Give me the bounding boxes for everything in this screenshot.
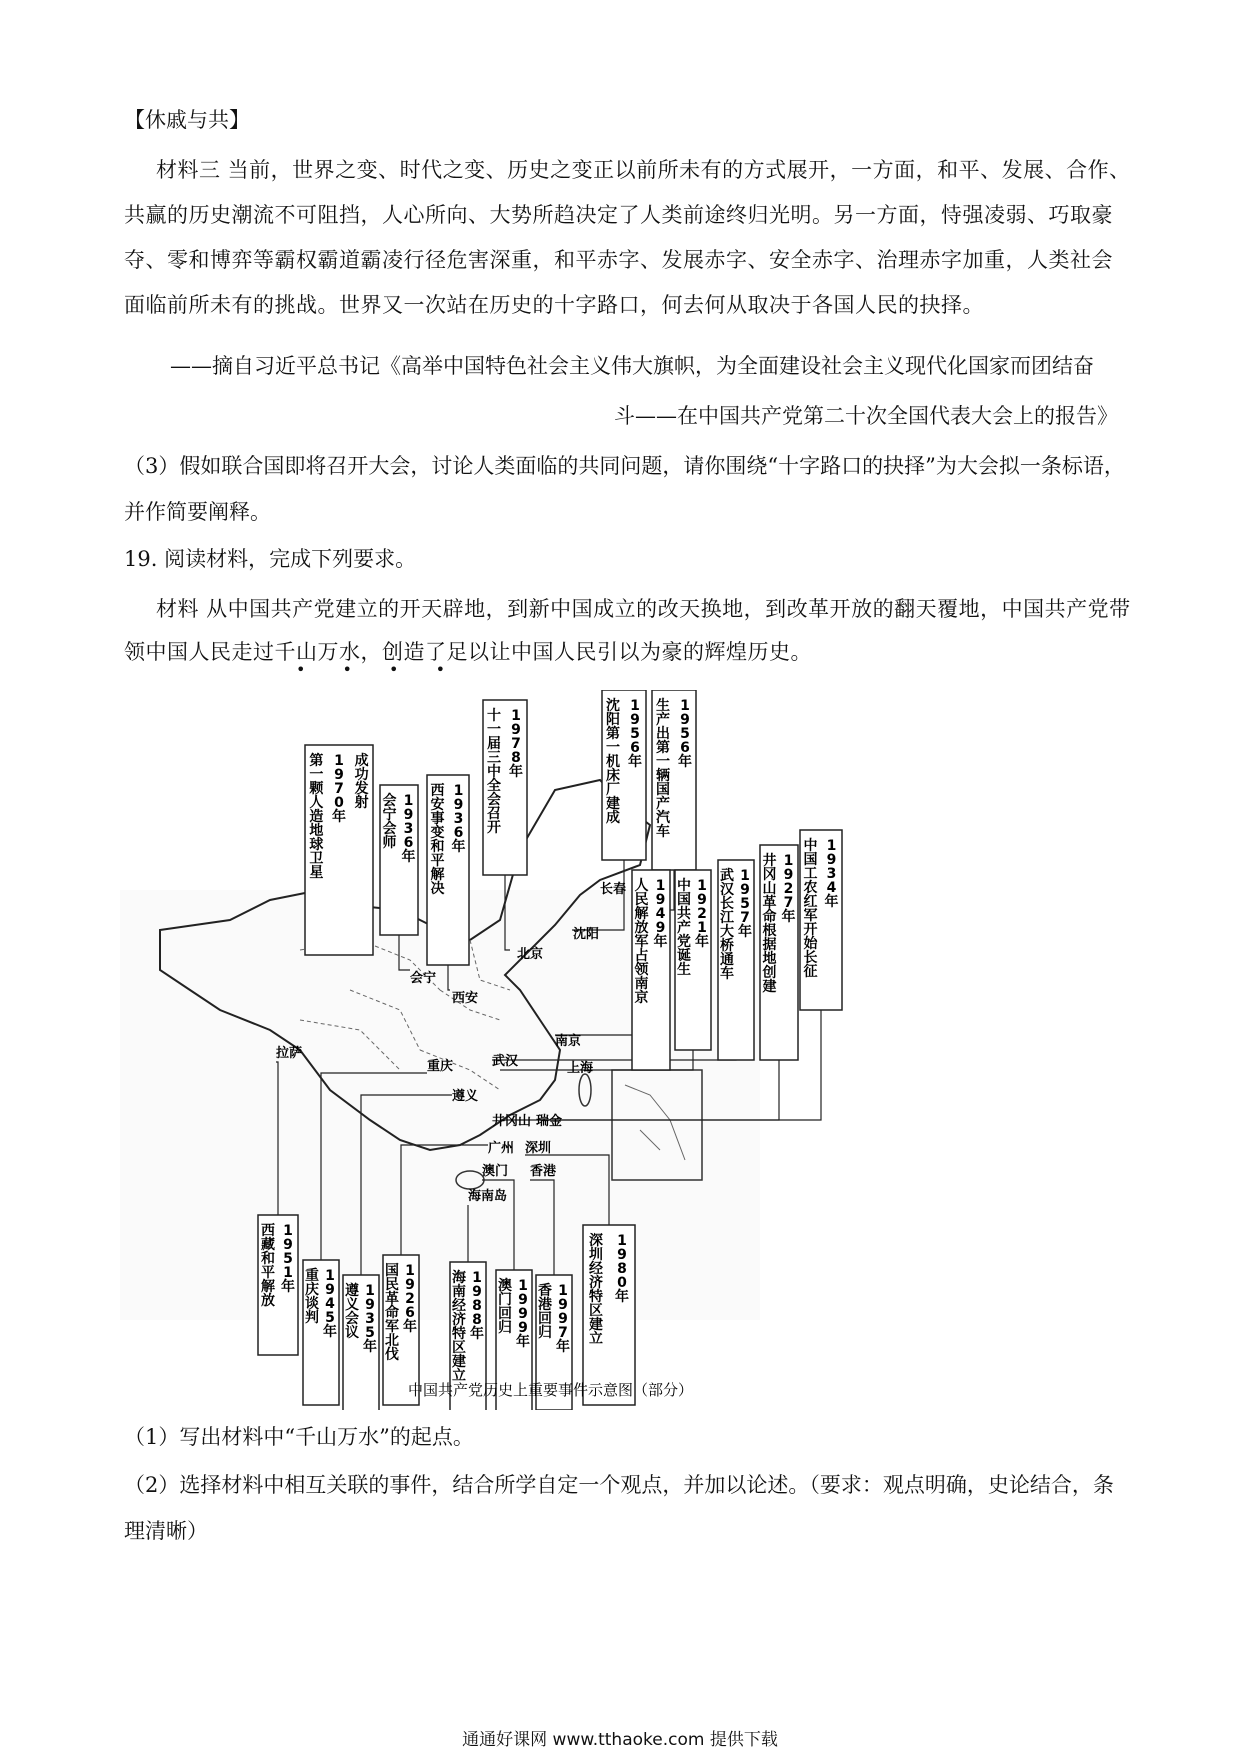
event-text: 1 9 4 5 年 xyxy=(323,1268,337,1340)
event-box-ev6 xyxy=(652,690,696,870)
city-label-beijing: 北京 xyxy=(517,947,544,962)
city-label-guangzhou: 广州 xyxy=(488,1141,515,1156)
event-box-ev5 xyxy=(602,690,646,860)
city-label-shanghai: 上海 xyxy=(567,1061,594,1076)
event-text: 深圳经济特区建立 xyxy=(589,1233,603,1347)
event-text: 成功发射 xyxy=(354,753,369,811)
event-text: 1 9 2 7 年 xyxy=(781,853,796,925)
event-box-ev14 xyxy=(343,1275,379,1410)
question-3: （3）假如联合国即将召开大会，讨论人类面临的共同问题，请你围绕“十字路口的抉择”为大会拟一条标语，并作简要阐释。 xyxy=(124,454,1125,524)
event-text: 十一届三中全会召开 xyxy=(487,708,501,836)
event-box-ev4 xyxy=(483,700,527,875)
question-19-1: （1）写出材料中“千山万水”的起点。 xyxy=(124,1425,474,1449)
event-text: 1 9 4 9 年 xyxy=(653,878,668,950)
event-text: 1 9 9 9 年 xyxy=(516,1278,530,1350)
city-label-xian: 西安 xyxy=(452,991,479,1006)
event-text: 武汉长江大桥通车 xyxy=(720,868,734,982)
event-text: 中国工农红军开始长征 xyxy=(803,838,818,980)
material-19-text: 材料 从中国共产党建立的开天辟地，到新中国成立的改天换地，到改革开放的翻天覆地，中国共产党带领中国人民走过千山万水，创造了足以让中国人民引以为豪的辉煌历史。 xyxy=(124,597,1131,664)
emphasis-dots: • • • • xyxy=(296,660,462,679)
city-label-shenyang: 沈阳 xyxy=(573,927,600,942)
event-text: 1 9 5 6 年 xyxy=(678,698,692,770)
event-text: 海南经济特区建立 xyxy=(452,1270,466,1384)
event-box-ev11 xyxy=(800,830,842,1010)
event-text: 1 9 2 1 年 xyxy=(695,878,709,950)
city-label-changchun: 长春 xyxy=(600,882,627,897)
question-19-title: 19. 阅读材料，完成下列要求。 xyxy=(124,547,417,571)
city-label-lasa: 拉萨 xyxy=(276,1046,303,1061)
material-three-source-line1: ——摘自习近平总书记《高举中国特色社会主义伟大旗帜，为全面建设社会主义现代化国家而团结奋 xyxy=(170,354,1094,378)
event-text: 重庆谈判 xyxy=(305,1268,319,1326)
event-text: 1 9 5 1 年 xyxy=(281,1223,295,1295)
city-label-wuhan: 武汉 xyxy=(492,1054,519,1069)
event-text: 1 9 3 4 年 xyxy=(824,838,839,910)
event-text: 1 9 8 8 年 xyxy=(470,1270,484,1342)
city-label-chongqing: 重庆 xyxy=(427,1059,454,1074)
section-heading: 【休戚与共】 xyxy=(124,108,250,132)
page-footer: 通通好课网 www.tthaoke.com 提供下载 xyxy=(462,1730,778,1750)
material-three-text: 材料三 当前，世界之变、时代之变、历史之变正以前所未有的方式展开，一方面，和平、发展、合作、共赢的历史潮流不可阻挡，人心所向、大势所趋决定了人类前途终归光明。另一方面，恃强凌弱、巧取豪夺、零和博弈等霸权霸道霸凌行径危害深重，和平赤字、发展赤字、安全赤字、治理赤字加重，人类社会面临前所未有的挑战。世界又一次站在历史的十字路口，何去何从取决于各国人民的抉择。 xyxy=(124,158,1131,317)
event-map xyxy=(0,690,1240,1410)
city-label-zunyi: 遵义 xyxy=(452,1089,479,1104)
event-text: 1 9 7 8 年 xyxy=(509,708,523,780)
material-three-source-line2: 斗——在中国共产党第二十次全国代表大会上的报告》 xyxy=(614,404,1118,428)
event-text: 1 9 3 6 年 xyxy=(401,793,416,865)
event-text: 1 9 3 6 年 xyxy=(451,783,466,855)
city-label-xianggang: 香港 xyxy=(530,1164,557,1179)
event-box-ev12 xyxy=(258,1215,298,1355)
city-label-ruijin: 瑞金 xyxy=(536,1114,563,1129)
event-text: 1 9 8 0 年 xyxy=(615,1233,629,1305)
question-19-2: （2）选择材料中相互关联的事件，结合所学自定一个观点，并加以论述。（要求：观点明确，史论结合，条理清晰） xyxy=(124,1473,1114,1543)
city-label-aomen: 澳门 xyxy=(482,1164,509,1179)
event-box-ev7 xyxy=(632,870,670,1070)
city-label-hainan: 海南岛 xyxy=(468,1189,508,1204)
event-text: 会宁会师 xyxy=(382,793,397,851)
city-label-jinggangshan: 井冈山 xyxy=(492,1114,532,1129)
city-label-huining: 会宁 xyxy=(410,971,437,986)
event-box-ev3 xyxy=(427,775,469,965)
event-text: 国民革命军北伐 xyxy=(385,1263,399,1363)
event-text: 第一颗人造地球卫星 xyxy=(309,753,324,881)
event-text: 井冈山革命根据地创建 xyxy=(762,853,777,995)
event-text: 1 9 9 7 年 xyxy=(556,1283,570,1355)
event-text: 遵义会议 xyxy=(345,1283,359,1341)
event-text: 西藏和平解放 xyxy=(261,1223,275,1309)
event-text: 澳门回归 xyxy=(498,1278,512,1336)
event-box-ev8 xyxy=(675,870,711,1050)
event-text: 1 9 2 6 年 xyxy=(403,1263,417,1335)
city-label-nanjing: 南京 xyxy=(555,1034,582,1049)
event-text: 西安事变和平解决 xyxy=(430,783,445,897)
event-text: 1 9 5 7 年 xyxy=(738,868,752,940)
event-text: 1 9 3 5 年 xyxy=(363,1283,377,1355)
event-text: 人民解放军占领南京 xyxy=(634,878,649,1006)
city-label-shenzhen: 深圳 xyxy=(525,1141,552,1156)
event-box-ev9 xyxy=(718,860,754,1060)
event-box-ev10 xyxy=(760,845,798,1060)
event-text: 1 9 7 0 年 xyxy=(332,753,346,825)
event-box-ev2 xyxy=(380,785,418,935)
event-box-ev19 xyxy=(583,1225,635,1405)
event-text: 香港回归 xyxy=(538,1283,552,1341)
event-box-ev13 xyxy=(303,1260,339,1405)
event-text: 生产出第一辆国产汽车 xyxy=(656,698,670,840)
event-box-ev1 xyxy=(305,745,373,955)
map-caption: 中国共产党历史上重要事件示意图（部分） xyxy=(408,1381,694,1399)
event-text: 中国共产党诞生 xyxy=(677,878,691,978)
event-text: 1 9 5 6 年 xyxy=(628,698,642,770)
event-text: 沈阳第一机床厂建成 xyxy=(606,698,620,826)
